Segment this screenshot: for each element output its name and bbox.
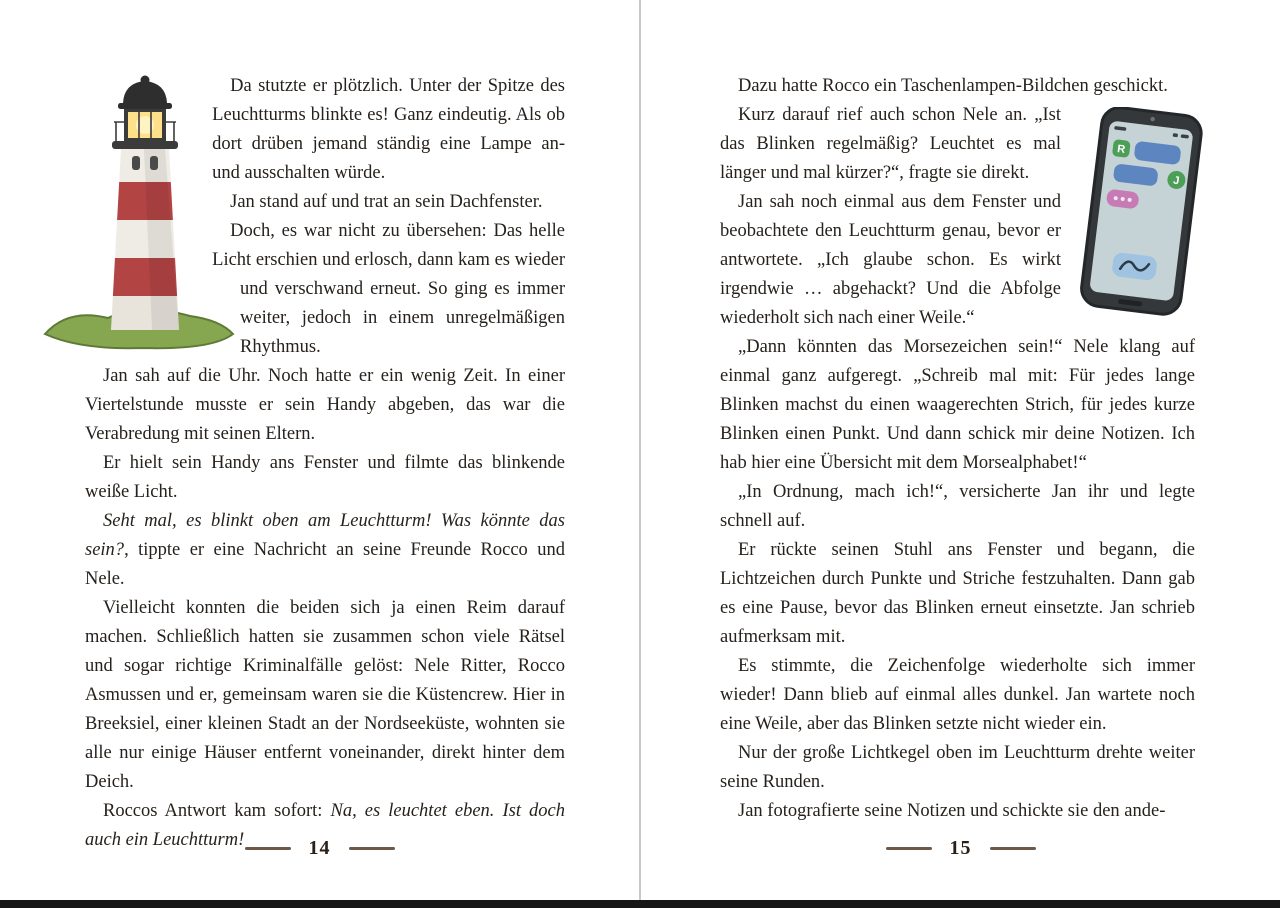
lighthouse-illustration — [40, 72, 240, 350]
body-text: Jan stand auf und trat an sein Dachfenster. — [230, 192, 543, 212]
body-text: Jan sah auf die Uhr. Noch hatte er ein wenig Zeit. In einer Viertelstunde musste er sein Handy abgeben, das war die Verabredung mit seinen Eltern. — [85, 366, 565, 444]
lighthouse-icon — [40, 72, 240, 350]
paragraph — [85, 507, 565, 594]
body-text: Da stutzte er plötzlich. Unter der Spitze des Leuchtturms blinkte es! Ganz eindeutig. Als ob dort drüben jemand ständig eine Lampe an- und ausschalten würde. — [212, 76, 565, 183]
left-page-footer — [0, 837, 639, 860]
paragraph — [720, 739, 1195, 797]
body-text: Roccos Antwort kam sofort: — [103, 801, 331, 821]
body-text: Kurz darauf rief auch schon Nele an. „Ist das Blinken regelmäßig? Leuchtet es mal länger und mal kürzer?“, fragte sie direkt. — [720, 105, 1061, 183]
gallery-deck — [112, 141, 178, 149]
paragraph — [720, 797, 1195, 826]
paragraph — [85, 362, 565, 449]
smartphone-icon — [1077, 107, 1207, 322]
body-text: Doch, es war nicht zu übersehen: Das helle Licht erschien und erlosch, dann kam es wieder und verschwand erneut. So ging es immer weiter, jedoch in einem unregelmäßigen Rhythmus. — [212, 221, 565, 357]
book-bottom-edge — [0, 900, 1280, 908]
page-number-rule-left — [245, 847, 291, 850]
body-text: „In Ordnung, mach ich!“, versicherte Jan ihr und legte schnell auf. — [720, 482, 1195, 531]
right-page-footer — [641, 837, 1280, 860]
body-text: Vielleicht konnten die beiden sich ja einen Reim darauf machen. Schließlich hatten sie zusammen schon viele Rätsel und sogar richtige Kriminalfälle gelöst: Nele Ritter, Rocco Asmussen und er, gemeinsam waren sie die Küstencrew. Hier in Breeksiel, einer kleinen Stadt an der Nordseeküste, wohnten sie alle nur einige Häuser entfernt voneinander, direkt hinter dem Deich. — [85, 598, 565, 792]
italic-text: Seht mal, es blinkt oben am Leuchtturm! Was könnte das sein? — [85, 511, 565, 560]
dome-finial — [141, 76, 150, 85]
dome-brim — [118, 103, 172, 109]
body-text: Jan sah noch einmal aus dem Fenster und beobachtete den Leuchtturm genau, bevor er antwortete. „Ich glaube schon. Es wirkt irgendwie … abgehackt? Und die Abfolge wiederholt sich nach einer Weile.“ — [720, 192, 1061, 328]
paragraph — [720, 72, 1195, 101]
page-number-right: 15 — [949, 837, 972, 859]
paragraph — [720, 536, 1195, 652]
paragraph — [720, 478, 1195, 536]
tower-window — [150, 156, 158, 170]
body-text: Dazu hatte Rocco ein Taschenlampen-Bildchen geschickt. — [738, 76, 1168, 96]
paragraph — [85, 449, 565, 507]
avatar-j-label: J — [1172, 174, 1181, 188]
page-number-rule-right — [349, 847, 395, 850]
page-number-left: 14 — [308, 837, 331, 859]
avatar-r-label: R — [1116, 143, 1126, 156]
body-text: Er hielt sein Handy ans Fenster und filmte das blinkende weiße Licht. — [85, 453, 565, 502]
tower-window — [132, 156, 140, 170]
italic-text: Na, es leuchtet eben. Ist doch auch ein Leuchtturm! — [85, 801, 565, 850]
page-number-rule-right — [990, 847, 1036, 850]
body-text: Er rückte seinen Stuhl ans Fenster und begann, die Lichtzeichen durch Punkte und Striche festzuhalten. Dann gab es eine Pause, bevor das Blinken erneut einsetzte. Jan schrieb aufmerksam mit. — [720, 540, 1195, 647]
lighthouse-tower — [100, 149, 190, 330]
page-right — [641, 0, 1280, 900]
paragraph — [85, 594, 565, 797]
body-text: Jan fotografierte seine Notizen und schickte sie den ande- — [738, 801, 1166, 821]
page-number-rule-left — [886, 847, 932, 850]
page-left — [0, 0, 639, 900]
right-page-text-intro — [720, 72, 1195, 101]
body-text: Es stimmte, die Zeichenfolge wiederholte sich immer wieder! Dann blieb auf einmal alles dunkel. Jan wartete noch eine Weile, aber das Blinken setzte nicht wieder ein. — [720, 656, 1195, 734]
smartphone-illustration — [1077, 107, 1207, 322]
body-text: Nur der große Lichtkegel oben im Leuchtturm drehte weiter seine Runden. — [720, 743, 1195, 792]
paragraph — [720, 333, 1195, 478]
body-text: , tippte er eine Nachricht an seine Freunde Rocco und Nele. — [85, 540, 565, 589]
paragraph — [720, 652, 1195, 739]
body-text: „Dann könnten das Morsezeichen sein!“ Nele klang auf einmal ganz aufgeregt. „Schreib mal mit: Für jedes lange Blinken machst du einen waagerechten Strich, für jedes kurze Blinken einen Punkt. Und dann schick mir deine Notizen. Ich hab hier eine Übersicht mit dem Morsealphabet!“ — [720, 337, 1195, 473]
